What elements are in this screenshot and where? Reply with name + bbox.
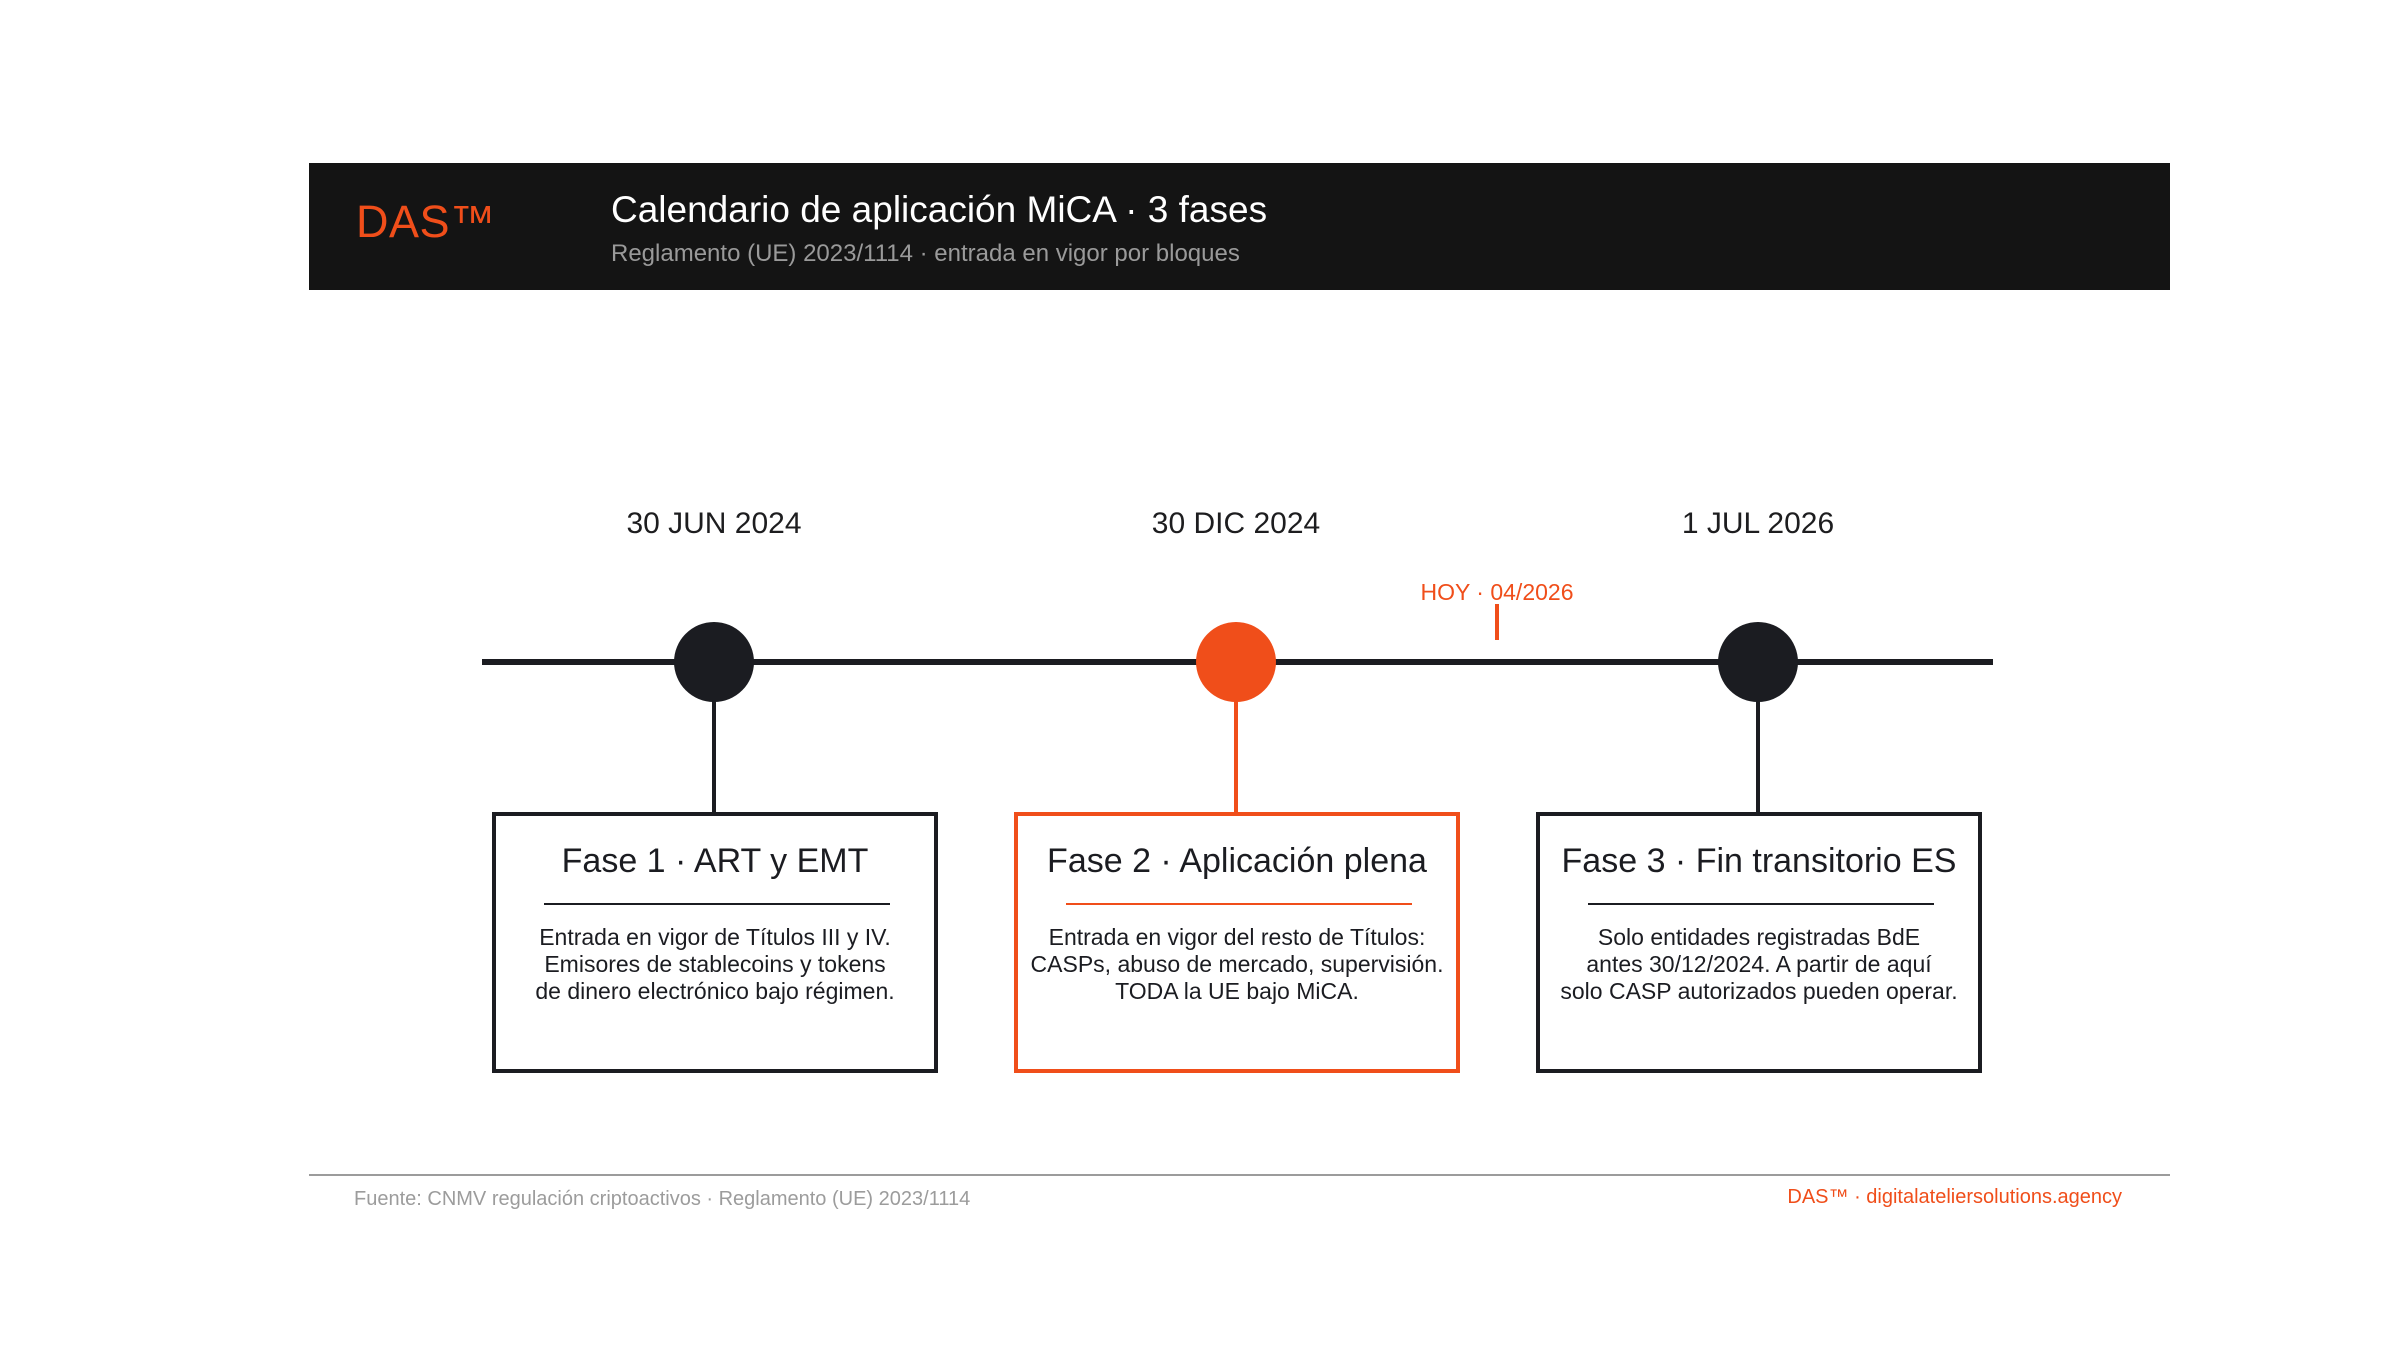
- divider: [1066, 903, 1412, 905]
- phase-card-3: [1536, 812, 1982, 1073]
- footer-source: Fuente: CNMV regulación criptoactivos · Reglamento (UE) 2023/1114: [354, 1188, 971, 1210]
- brand-logo: DAS™: [356, 196, 496, 247]
- phase-description: Entrada en vigor del resto de Títulos: CASPs, abuso de mercado, supervisión. TODA la UE bajo MiCA.: [1030, 924, 1444, 1004]
- phase-card-1: [492, 812, 938, 1073]
- footer-divider: [309, 1174, 2170, 1176]
- milestone-dot-2: [1196, 622, 1276, 702]
- milestone-dot-1: [674, 622, 754, 702]
- page-title: Calendario de aplicación MiCA · 3 fases: [611, 189, 1268, 230]
- phase-title: Fase 2 · Aplicación plena: [1047, 842, 1427, 880]
- phase-card-2: [1014, 812, 1460, 1073]
- milestone-dot-3: [1718, 622, 1798, 702]
- footer-credit-link[interactable]: DAS™ · digitalateliersolutions.agency: [1787, 1186, 2122, 1208]
- milestone-date-3: 1 JUL 2026: [1681, 507, 1835, 540]
- divider: [1588, 903, 1934, 905]
- phase-description: Solo entidades registradas BdE antes 30/12/2024. A partir de aquí solo CASP autorizados pueden operar.: [1560, 924, 1958, 1004]
- phase-description: Entrada en vigor de Títulos III y IV. Emisores de stablecoins y tokens de dinero electrónico bajo régimen.: [535, 924, 895, 1004]
- milestone-date-1: 30 JUN 2024: [626, 507, 802, 540]
- today-label: HOY · 04/2026: [1420, 579, 1574, 605]
- phase-title: Fase 1 · ART y EMT: [561, 842, 869, 880]
- divider: [544, 903, 890, 905]
- milestone-date-2: 30 DIC 2024: [1151, 507, 1321, 540]
- phase-title: Fase 3 · Fin transitorio ES: [1561, 842, 1957, 880]
- page-subtitle: Reglamento (UE) 2023/1114 · entrada en vigor por bloques: [611, 240, 1240, 267]
